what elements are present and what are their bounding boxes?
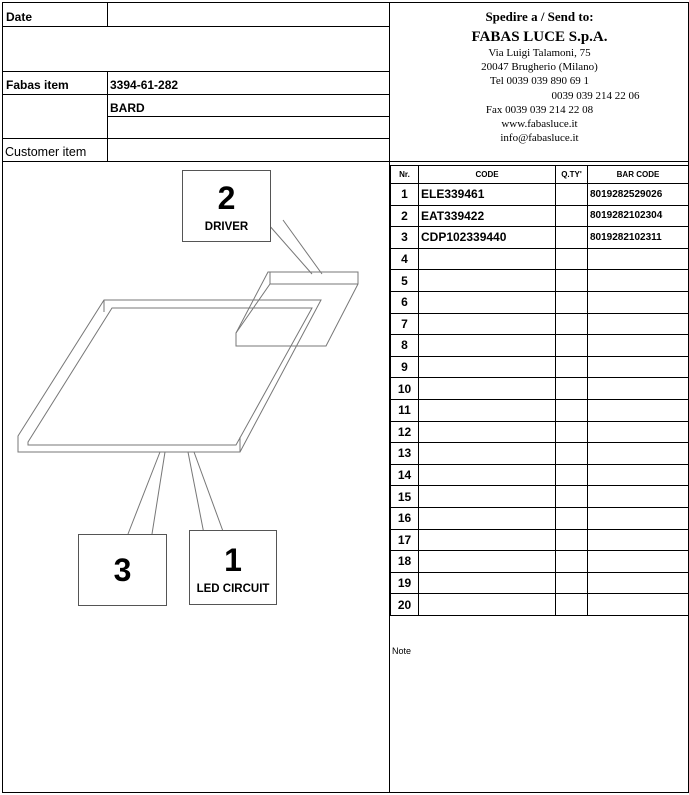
row-code [419,270,556,292]
row-qty [556,227,588,249]
table-row [391,529,689,551]
row-qty [556,356,588,378]
row-number: 18 [391,551,419,573]
bard-row-line [107,116,389,117]
table-row [391,378,689,400]
row-number: 2 [391,205,419,227]
row-qty [556,572,588,594]
row-code [419,313,556,335]
row-barcode [588,572,689,594]
callout-led-label: LED CIRCUIT [196,583,270,595]
row-number: 12 [391,421,419,443]
row-qty [556,507,588,529]
row-barcode [588,551,689,573]
table-row [391,356,689,378]
blank-row-line [2,71,389,72]
row-barcode [588,443,689,465]
row-barcode: 8019282102304 [588,205,689,227]
row-barcode [588,464,689,486]
row-number: 19 [391,572,419,594]
row-code [419,248,556,270]
table-row [391,421,689,443]
table-row [391,399,689,421]
row-code: ELE339461 [419,184,556,206]
row-code [419,507,556,529]
callout-panel-number: 3 [113,552,132,588]
row-qty [556,399,588,421]
row-qty [556,529,588,551]
panel-outer-frame [18,300,321,452]
fax-number: Fax 0039 039 214 22 08 [485,104,594,116]
row-code [419,572,556,594]
row-qty [556,313,588,335]
col-qty-header: Q.TY' [556,166,588,184]
row-qty [556,464,588,486]
table-row [391,594,689,616]
product-name: BARD [110,101,145,115]
row-number: 11 [391,399,419,421]
panel-inner-frame [28,308,312,445]
row-barcode [588,335,689,357]
table-row [391,248,689,270]
phone-number-2: 0039 039 214 22 06 [551,90,640,102]
address-street: Via Luigi Talamoni, 75 [488,47,591,59]
send-to-heading: Spedire a / Send to: [485,9,594,24]
row-barcode [588,399,689,421]
row-qty [556,378,588,400]
col-nr-header: Nr. [391,166,419,184]
row-number: 20 [391,594,419,616]
row-code [419,291,556,313]
row-code [419,378,556,400]
row-code [419,594,556,616]
row-qty [556,551,588,573]
row-qty [556,443,588,465]
table-row [391,464,689,486]
row-number: 10 [391,378,419,400]
table-row [391,313,689,335]
phone-number: Tel 0039 039 890 69 1 [489,75,590,87]
panel-frame-edge [18,300,240,452]
driver-box-edge [236,272,358,333]
table-row [391,227,689,249]
row-code [419,551,556,573]
row-code [419,529,556,551]
row-qty [556,486,588,508]
row-code [419,486,556,508]
callout-led-number: 1 [224,542,242,578]
row-number: 15 [391,486,419,508]
frame-top-line [2,2,689,3]
row-number: 5 [391,270,419,292]
callout-driver [182,170,271,242]
table-row [391,507,689,529]
row-code: EAT339422 [419,205,556,227]
row-number: 7 [391,313,419,335]
row-number: 13 [391,443,419,465]
callout-driver-label: DRIVER [204,221,249,233]
parts-table-header [391,166,689,184]
driver-leader-line [268,220,322,274]
callout-driver-number: 2 [217,180,236,216]
row-barcode [588,594,689,616]
parts-table [390,165,689,616]
callout-panel [78,534,167,606]
row-barcode [588,507,689,529]
row-number: 8 [391,335,419,357]
address-city: 20047 Brugherio (Milano) [481,61,598,73]
table-row [391,572,689,594]
panel-leader-line [128,452,165,534]
fabas-item-row-line [2,94,389,95]
table-row [391,443,689,465]
table-row [391,551,689,573]
table-row [391,486,689,508]
website: www.fabasluce.it [501,118,578,130]
email: info@fabasluce.it [500,132,579,144]
table-row [391,335,689,357]
row-number: 1 [391,184,419,206]
row-barcode [588,421,689,443]
fabas-item-value: 3394-61-282 [110,78,179,92]
table-row [391,205,689,227]
callout-led-circuit [189,530,277,605]
row-number: 9 [391,356,419,378]
customer-item-label: Customer item [5,145,87,159]
table-row [391,291,689,313]
company-name: FABAS LUCE S.p.A. [471,29,608,45]
note-label: Note [392,646,412,656]
row-qty [556,594,588,616]
row-barcode [588,270,689,292]
row-code [419,356,556,378]
row-number: 3 [391,227,419,249]
row-barcode [588,313,689,335]
row-number: 4 [391,248,419,270]
row-qty [556,291,588,313]
row-qty [556,184,588,206]
row-number: 17 [391,529,419,551]
led-leader-line [188,452,224,534]
row-barcode: 8019282529026 [588,184,689,206]
row-code: CDP102339440 [419,227,556,249]
row-qty [556,205,588,227]
fabas-item-label: Fabas item [6,78,69,92]
row-code [419,464,556,486]
row-barcode: 8019282102311 [588,227,689,249]
row-number: 6 [391,291,419,313]
date-row-line [2,26,389,27]
row-code [419,421,556,443]
date-col-line [107,2,108,26]
date-label: Date [6,10,33,24]
row-number: 14 [391,464,419,486]
empty-row-line [2,138,389,139]
table-row [391,270,689,292]
col-code-header: CODE [419,166,556,184]
row-barcode [588,356,689,378]
row-qty [556,335,588,357]
row-code [419,335,556,357]
item-col-line [107,71,108,161]
row-code [419,443,556,465]
row-code [419,399,556,421]
row-barcode [588,291,689,313]
table-row [391,184,689,206]
row-qty [556,270,588,292]
row-number: 16 [391,507,419,529]
row-barcode [588,248,689,270]
row-barcode [588,486,689,508]
frame-bottom-line [2,792,689,793]
col-barcode-header: BAR CODE [588,166,689,184]
row-barcode [588,378,689,400]
row-qty [556,421,588,443]
row-barcode [588,529,689,551]
row-qty [556,248,588,270]
